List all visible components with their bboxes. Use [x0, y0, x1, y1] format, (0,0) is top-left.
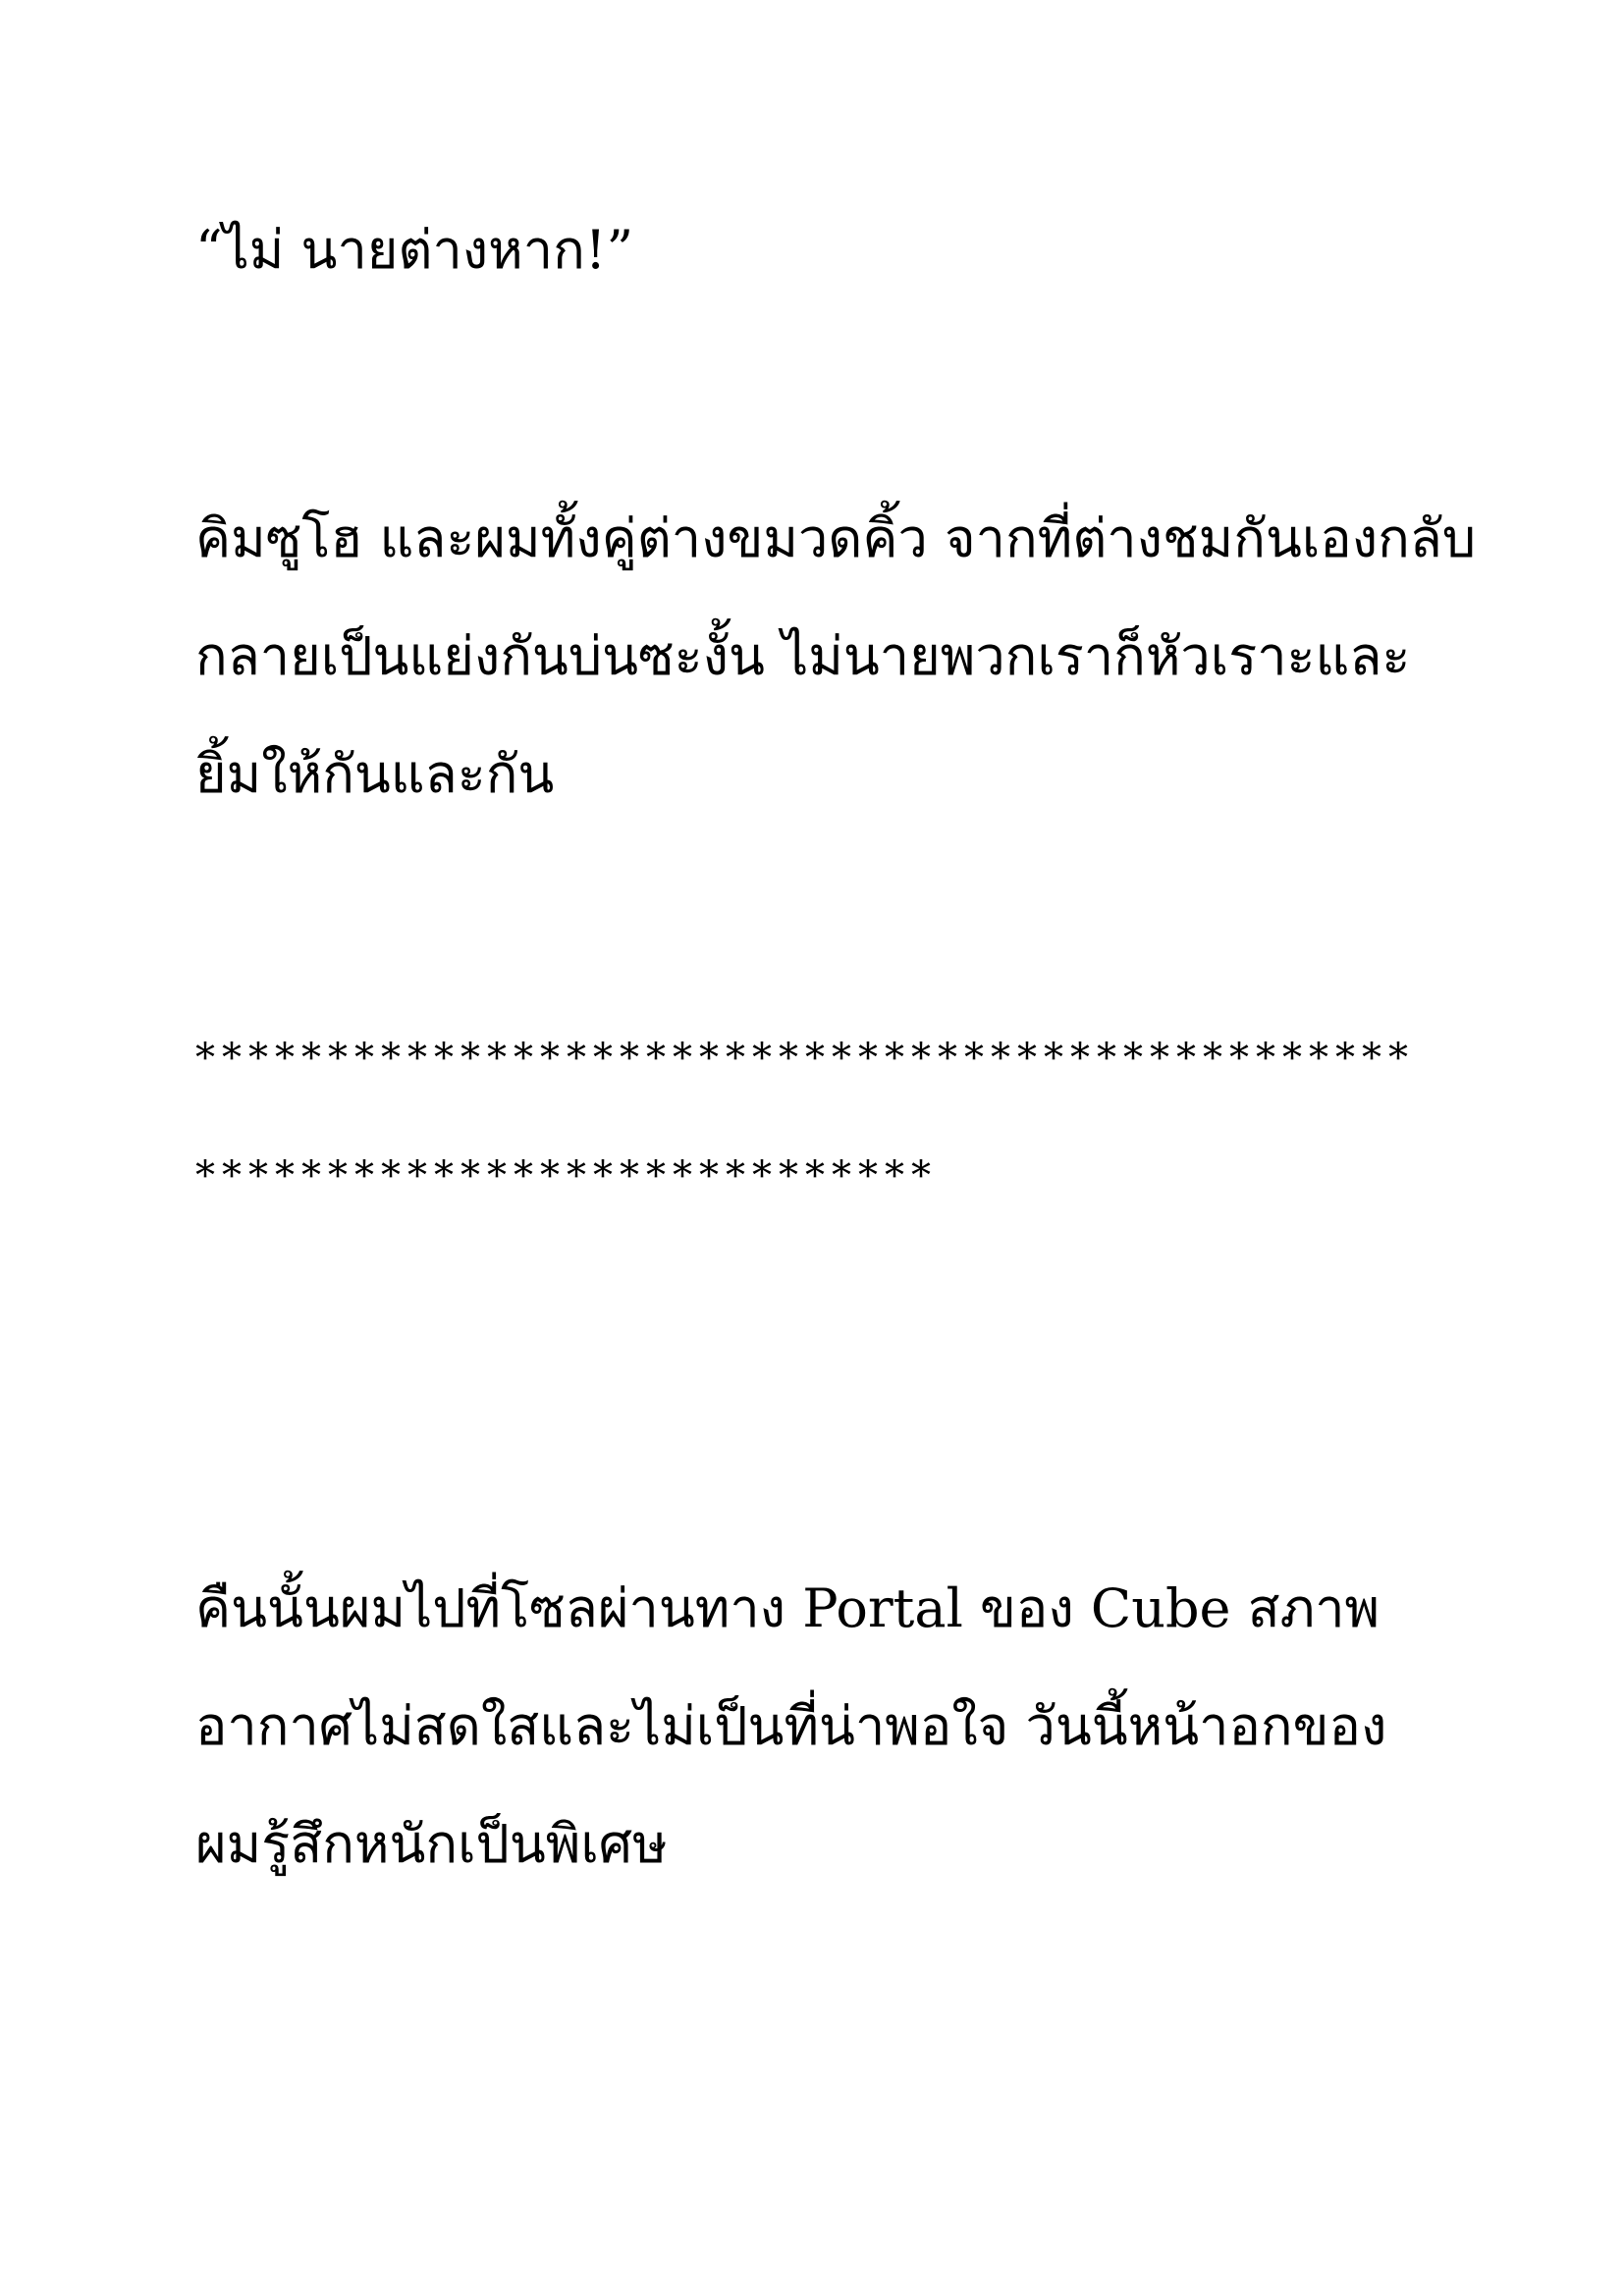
paragraph-1-line-3: ยิ้มให้กันและกัน	[195, 743, 555, 805]
paragraph-2-line-1: คืนนั้นผมไปที่โซลผ่านทาง Portal ของ Cube สภาพ	[195, 1577, 1380, 1639]
separator-line-1: **********************************************	[195, 1036, 1415, 1081]
paragraph-1-line-2: กลายเป็นแย่งกันบ่นซะงั้น ไม่นายพวกเราก็หัวเราะและ	[195, 625, 1411, 687]
paragraph-2-line-3: ผมรู้สึกหนักเป็นพิเศษ	[195, 1813, 668, 1875]
dialogue-line: “ไม่ นายต่างหาก!”	[195, 219, 634, 281]
paragraph-2-line-2: อากาศไม่สดใสและไม่เป็นที่น่าพอใจ วันนี้หน้าอกของ	[195, 1695, 1387, 1757]
paragraph-1-line-1: คิมซูโฮ และผมทั้งคู่ต่างขมวดคิ้ว จากที่ต่างชมกันเองกลับ	[195, 507, 1477, 569]
separator-line-2: ****************************	[195, 1153, 938, 1199]
